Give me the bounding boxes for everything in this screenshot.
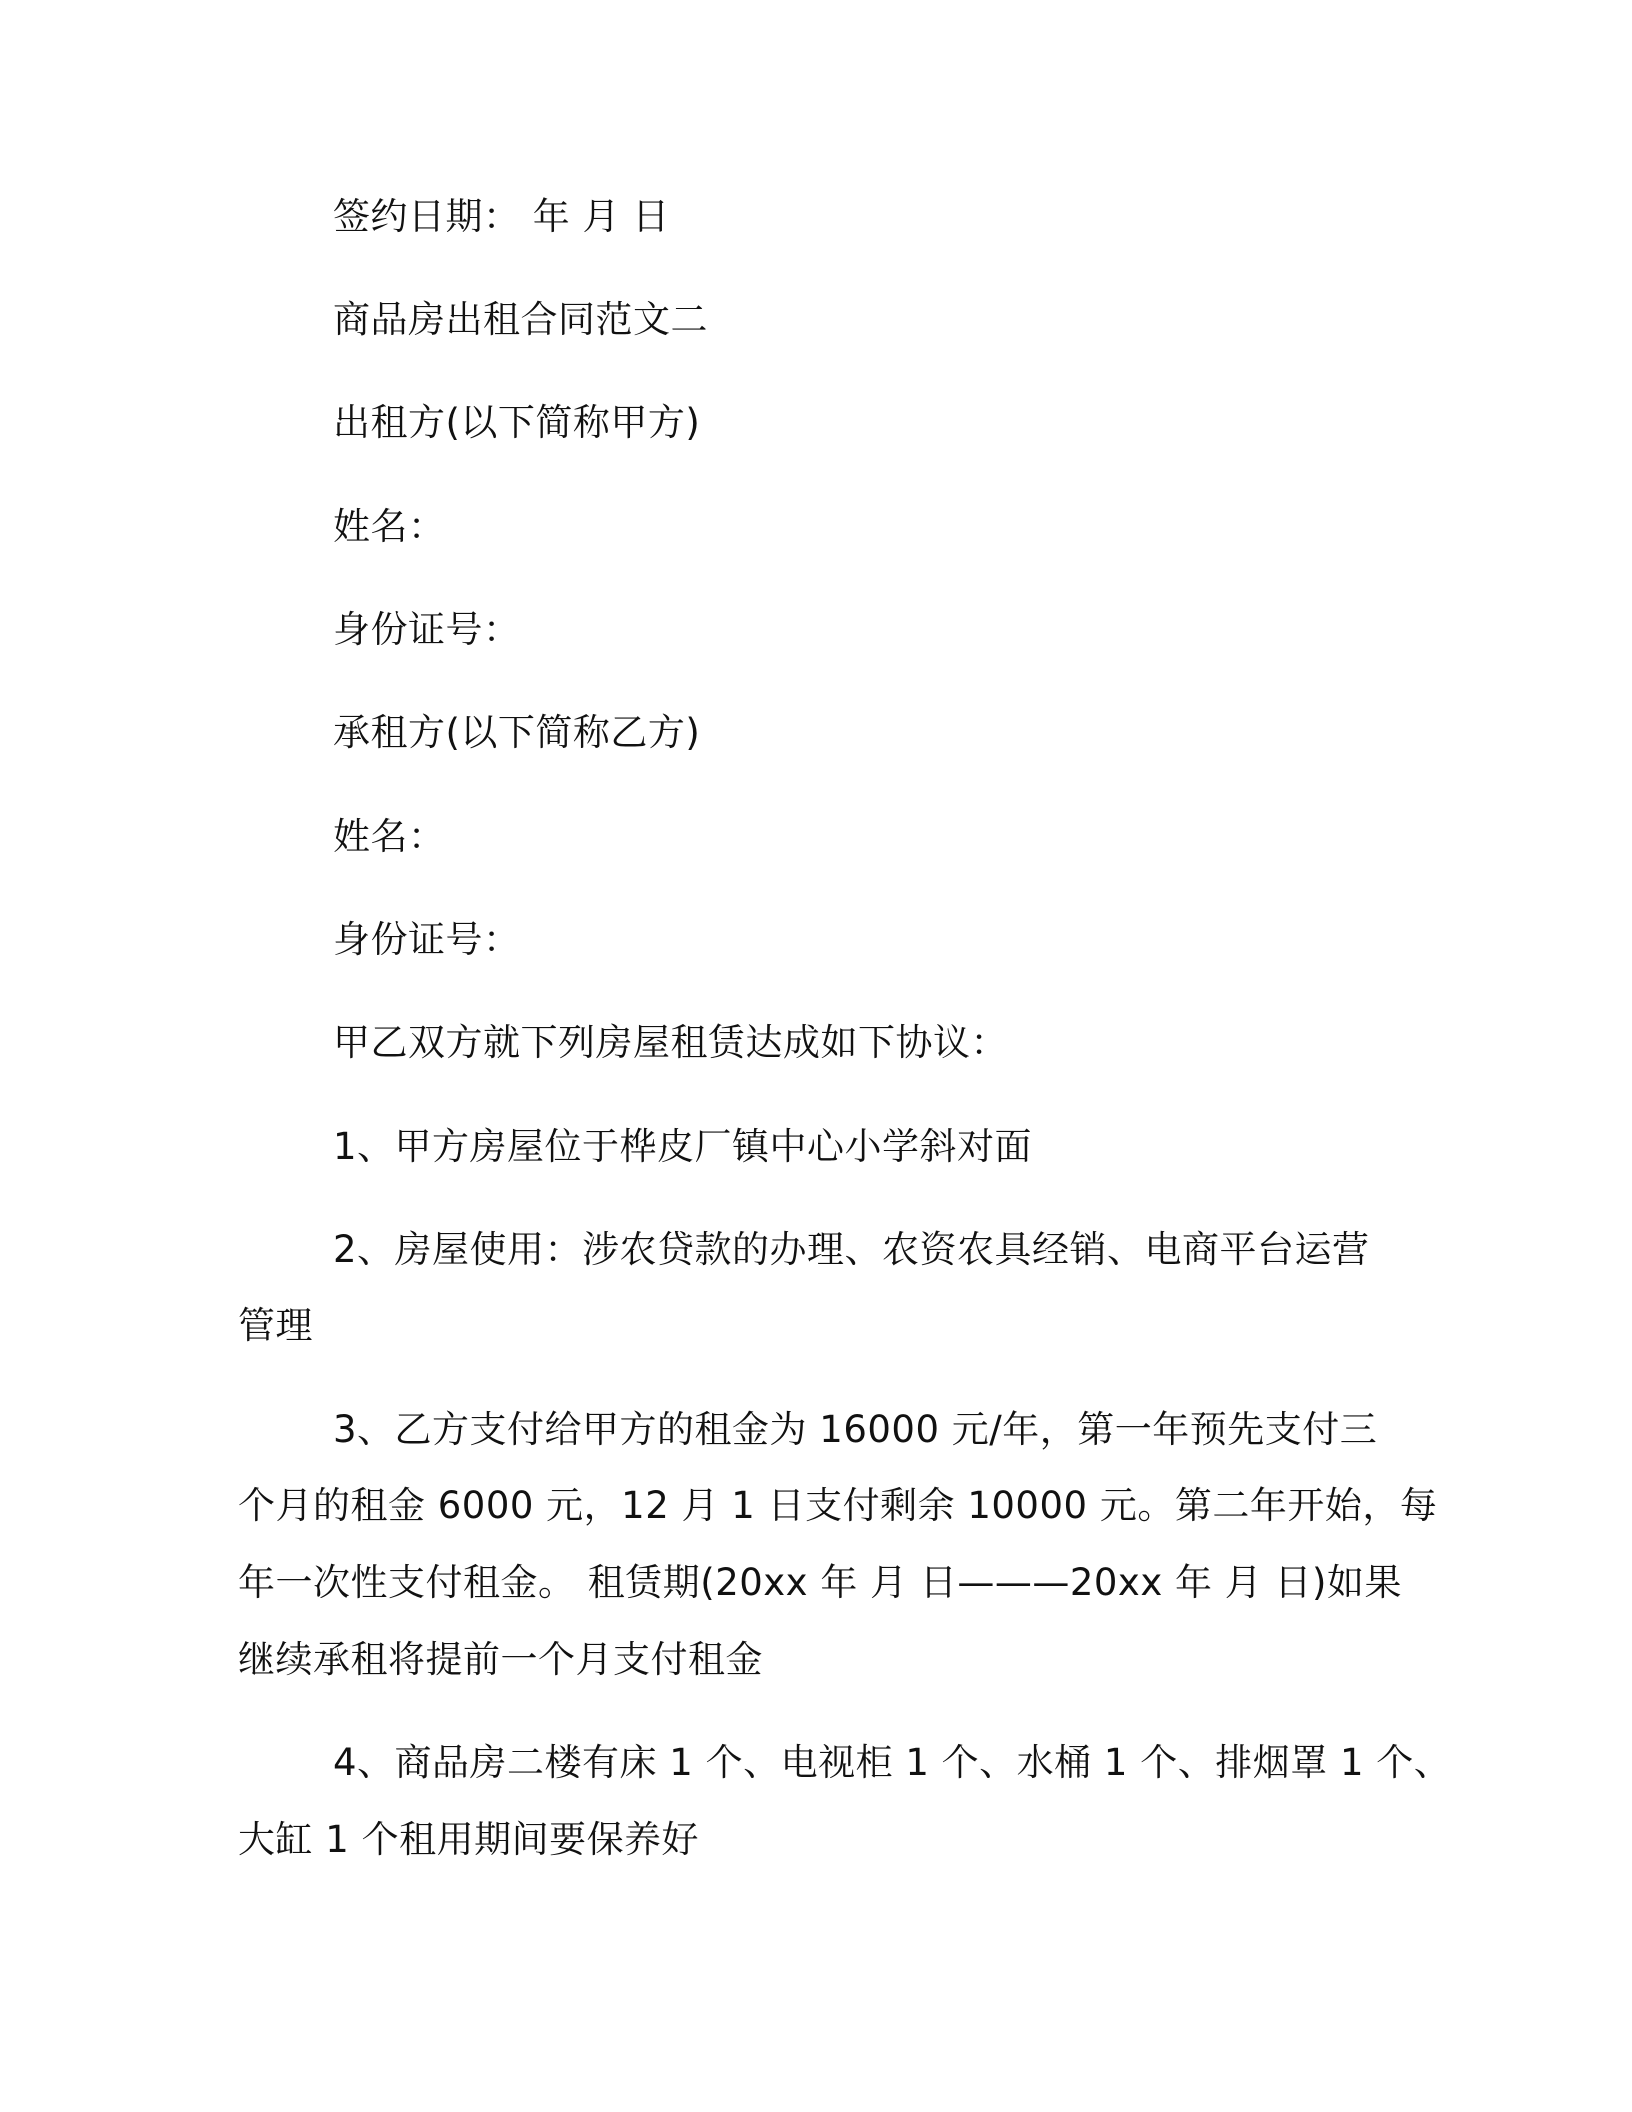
lessee-id-label: 身份证号： xyxy=(333,918,521,961)
lessor-name-label: 姓名： xyxy=(333,505,446,548)
lessee-heading: 承租方(以下简称乙方) xyxy=(333,711,701,754)
clause-4-line-2: 大缸 1 个租用期间要保养好 xyxy=(238,1818,700,1861)
lessor-id-label: 身份证号： xyxy=(333,608,521,651)
clause-3-line-2: 个月的租金 6000 元，12 月 1 日支付剩余 10000 元。第二年开始，每 xyxy=(238,1484,1438,1527)
lessee-name-label: 姓名： xyxy=(333,815,446,858)
clause-3-line-4: 继续承租将提前一个月支付租金 xyxy=(238,1638,763,1681)
lessor-heading: 出租方(以下简称甲方) xyxy=(333,401,701,444)
clause-3-line-3: 年一次性支付租金。 租赁期(20xx 年 月 日———20xx 年 月 日)如果 xyxy=(238,1561,1402,1604)
clause-2-line-1: 2、房屋使用：涉农贷款的办理、农资农具经销、电商平台运营 xyxy=(333,1228,1370,1271)
contract-title: 商品房出租合同范文二 xyxy=(333,298,708,341)
agreement-intro: 甲乙双方就下列房屋租赁达成如下协议： xyxy=(333,1021,1008,1064)
clause-2-line-2: 管理 xyxy=(238,1304,313,1347)
clause-1-line-1: 1、甲方房屋位于桦皮厂镇中心小学斜对面 xyxy=(333,1125,1033,1168)
signing-date-line: 签约日期： 年 月 日 xyxy=(333,195,670,238)
clause-3-line-1: 3、乙方支付给甲方的租金为 16000 元/年，第一年预先支付三 xyxy=(333,1408,1378,1451)
clause-4-line-1: 4、商品房二楼有床 1 个、电视柜 1 个、水桶 1 个、排烟罩 1 个、 xyxy=(333,1741,1452,1784)
